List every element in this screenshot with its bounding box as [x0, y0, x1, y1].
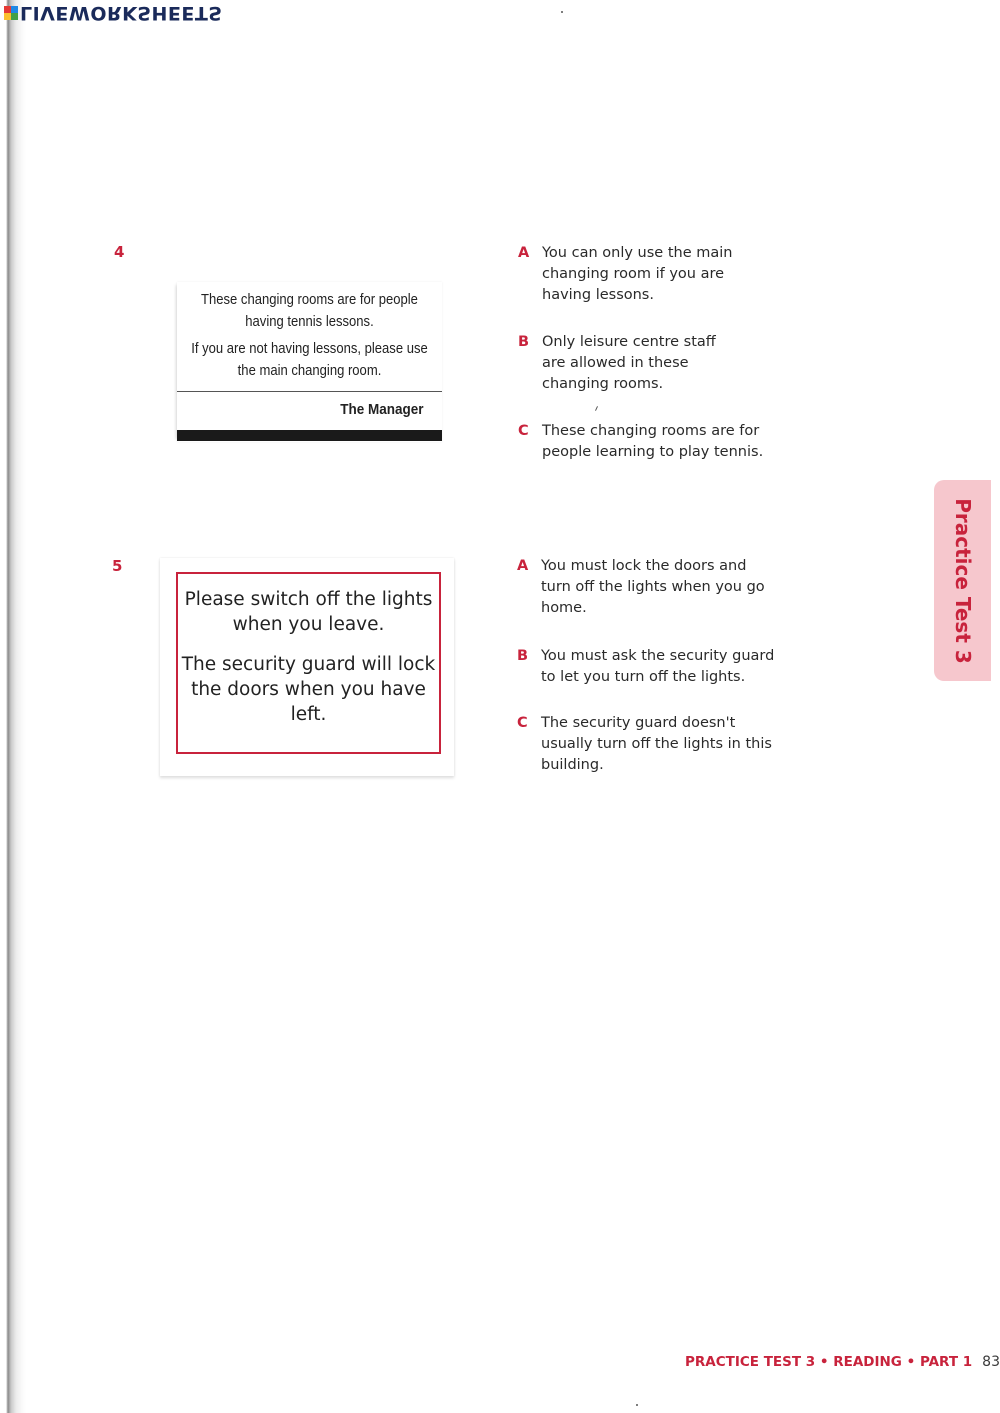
page-binding-shadow: [0, 0, 26, 1413]
liveworksheets-logo: [4, 2, 223, 24]
speck: [595, 406, 598, 411]
option-text: Only leisure centre staff are allowed in these changing rooms.: [542, 334, 716, 392]
option-letter: C: [517, 715, 528, 731]
notice-paragraph: These changing rooms are for people having tennis lessons.: [201, 292, 418, 330]
notice-paragraph: The security guard will lock the doors when you have left.: [181, 654, 436, 725]
footer-section-label: READING: [833, 1354, 902, 1370]
notice-divider: [177, 391, 442, 392]
option-5b[interactable]: [517, 646, 777, 688]
speck: [636, 1404, 638, 1406]
option-text: The security guard doesn't usually turn off the lights in this building.: [541, 715, 772, 773]
footer-test: [685, 1354, 972, 1370]
question-number-5: 5: [112, 557, 123, 575]
option-4c[interactable]: [518, 421, 767, 463]
option-letter: B: [518, 334, 530, 350]
footer-test-label: PRACTICE TEST 3: [685, 1354, 816, 1370]
section-side-tab: [934, 480, 991, 681]
logo-block: [11, 13, 18, 20]
footer-separator: •: [906, 1354, 916, 1370]
footer-part-label: PART 1: [919, 1354, 973, 1370]
option-5a[interactable]: [517, 556, 769, 619]
page-number: 83: [982, 1354, 1000, 1370]
option-5c[interactable]: [517, 713, 773, 776]
logo-block: [4, 6, 11, 13]
option-text: You must ask the security guard to let you turn off the lights.: [541, 648, 775, 685]
option-letter: A: [518, 245, 530, 261]
notice-signoff: The Manager: [340, 401, 424, 418]
option-4a[interactable]: [518, 243, 774, 306]
logo-block: [11, 6, 18, 13]
footer-separator: •: [819, 1354, 829, 1370]
option-text: You can only use the main changing room if you are having lessons.: [542, 245, 733, 303]
option-letter: C: [518, 423, 529, 439]
speck: [561, 11, 563, 13]
question-number-4: 4: [114, 243, 125, 261]
notice-changing-rooms: [177, 282, 442, 442]
logo-block: [4, 13, 11, 20]
option-text: These changing rooms are for people learning to play tennis.: [542, 423, 764, 460]
notice-bottom-bar: [177, 430, 442, 441]
option-letter: A: [517, 558, 529, 574]
page-footer: [685, 1354, 1000, 1370]
notice-paragraph: If you are not having lessons, please use the main changing room.: [191, 341, 428, 379]
side-tab-label: Practice Test 3: [950, 497, 975, 664]
notice-paragraph: Please switch off the lights when you leave.: [184, 589, 433, 635]
notice-lights: [176, 572, 441, 754]
option-text: You must lock the doors and turn off the lights when you go home.: [541, 558, 765, 616]
logo-blocks-icon: [4, 6, 18, 20]
option-letter: B: [517, 648, 529, 664]
logo-text: LIVEWORKSHEETS: [20, 2, 223, 24]
option-4b[interactable]: [518, 332, 742, 395]
